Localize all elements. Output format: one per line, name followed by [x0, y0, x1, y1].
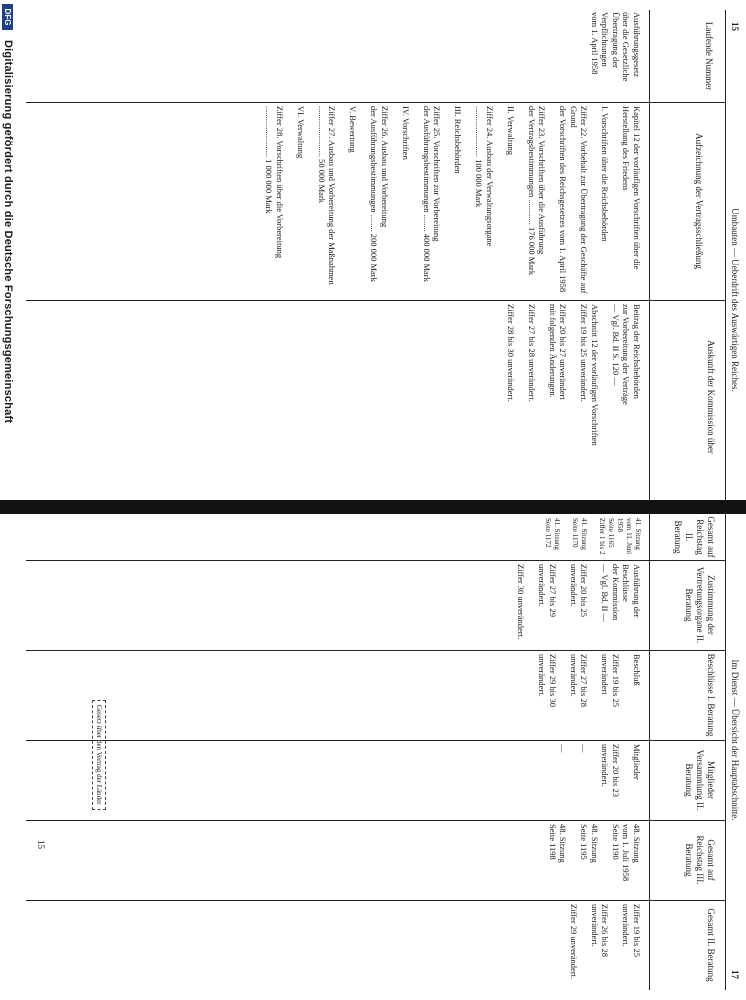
left-margin-note: Ausführungsgesetz über die Gesetzliche Übertragung der Verpflichtungen vom 1. April 1958: [590, 12, 642, 82]
main-text-column: Kapitel 12 der vorläufigen Vorschriften über die Herstellung des Friedens I. Vorschriften über die Reichsbehörden Ziffer 22. Vorbehalt zur Übertragung der Geschäfte auf Grund der Vorschriften des Reichsgesetzes vom 1. April 1958 Ziffer 23. Vorschriften über die Ausführung der Vertragsbestimmungen ............ 176 000 Mark II. Verwaltung Ziffer 24. Ausbau der Verwaltungsorgane ........................ 100 000 Mark III. Reichsbehörden Ziffer 25. Vorschriften zur Vorbereitung der Ausführungsbestimmungen ........ 400 000 Mark IV. Vorschriften Ziffer 26. Ausbau und Vorbereitung der Ausführungsbestimmungen ........ 200 000 Mark V. Bewertung Ziffer 27. Ausbau und Vorbereitung der Maßnahmen ........................ 50 000 Mark VI. Verwaltung Ziffer 28. Vorschriften über die Vorbereitung ........................ 1 000 000 Mark: [264, 106, 642, 294]
dfg-footer: [0, 0, 14, 1000]
column-heading-commission: Auskunft der Kommission über: [706, 340, 716, 454]
document-stamp: Gesetz über den Vertrag der Länder: [92, 700, 106, 810]
footer-page-note: 15: [36, 840, 46, 849]
column-divider-1: [26, 102, 726, 103]
column-heading-number: Laufende Nummer: [704, 21, 714, 91]
scan-binding-band: [0, 500, 746, 514]
reichstag-3-column: 48. Sitzung vom 1. Juli 1958 Seite 1190 48. Sitzung Seite 1195 48. Sitzung Seite 1198: [548, 824, 642, 882]
column-divider-7: [26, 900, 726, 901]
organs-column: Ausführung der Beschlüsse der Kommission — Vgl. Bd. II — Ziffer 20 bis 25 unverändert. Ziffer 27 bis 29 unverändert. Ziffer 30 unverändert.: [516, 564, 642, 640]
members-column: Mitglieder Ziffer 20 bis 23 unverändert. — —: [558, 744, 642, 797]
column-heading-reichstag-2: Gesamt auf Reichstag II. Beratung: [673, 516, 716, 558]
page-number-left: 15: [730, 22, 740, 31]
reichstag-2-column: 41. Sitzung vom 11. Juni 1958 Seite 1165 Ziffer 1 bis 2 41. Sitzung Seite 1170 41. Sitzung Seite 1172: [544, 518, 642, 555]
final-column: Ziffer 19 bis 25 unverändert. Ziffer 26 bis 28 unverändert. Ziffer 29 unverändert.: [569, 904, 642, 980]
commission-column: Beitrag der Reichsbehörden zur Vorbereitung der Verträge — Vgl. Bd. II S. 120 — Abschnitt 12 der vorläufigen Vorschriften Ziffer 19 bis 25 unverändert. Ziffer 20 bis 27 unverändert mit folgenden Änderungen. Ziffer 27 bis 28 unverändert. Ziffer 28 bis 30 unverändert.: [506, 304, 642, 446]
column-divider-6: [26, 820, 726, 821]
column-heading-reichstag-3: Gesamt auf Reichstag III. Beratung: [684, 835, 716, 885]
column-heading-members: Mitglieder Versammlung II. Beratung: [684, 749, 716, 811]
dfg-logo: DFG: [2, 4, 13, 30]
dfg-funding-note: Digitalisierung gefördert durch die Deutsche Forschungsgemeinschaft: [2, 40, 14, 424]
column-heading-text: Aufzeichnung der Vertragsschließung: [694, 133, 704, 269]
column-heading-final: Gesamt II. Beratung: [706, 908, 716, 982]
column-divider-2: [26, 300, 726, 301]
column-divider-5: [26, 740, 726, 741]
page-number-right: 17: [730, 970, 740, 979]
column-heading-resolutions: Beschlüsse I. Beratung: [706, 653, 716, 737]
column-heading-organs: Zustimmung der Vertretungsorgane II. Beratung: [684, 566, 716, 644]
resolutions-column: Beschluß Ziffer 19 bis 25 unverändert Ziffer 27 bis 28 unverändert. Ziffer 29 bis 30 unverändert.: [537, 654, 642, 707]
header-title-right: Im Dienst — Übersicht der Hauptabschnitte.: [730, 659, 740, 821]
header-title-left: Umbauten — Ueberdrift des Auswärtigen Reiches.: [730, 208, 740, 392]
column-divider-3: [26, 560, 726, 561]
column-divider-4: [26, 650, 726, 651]
